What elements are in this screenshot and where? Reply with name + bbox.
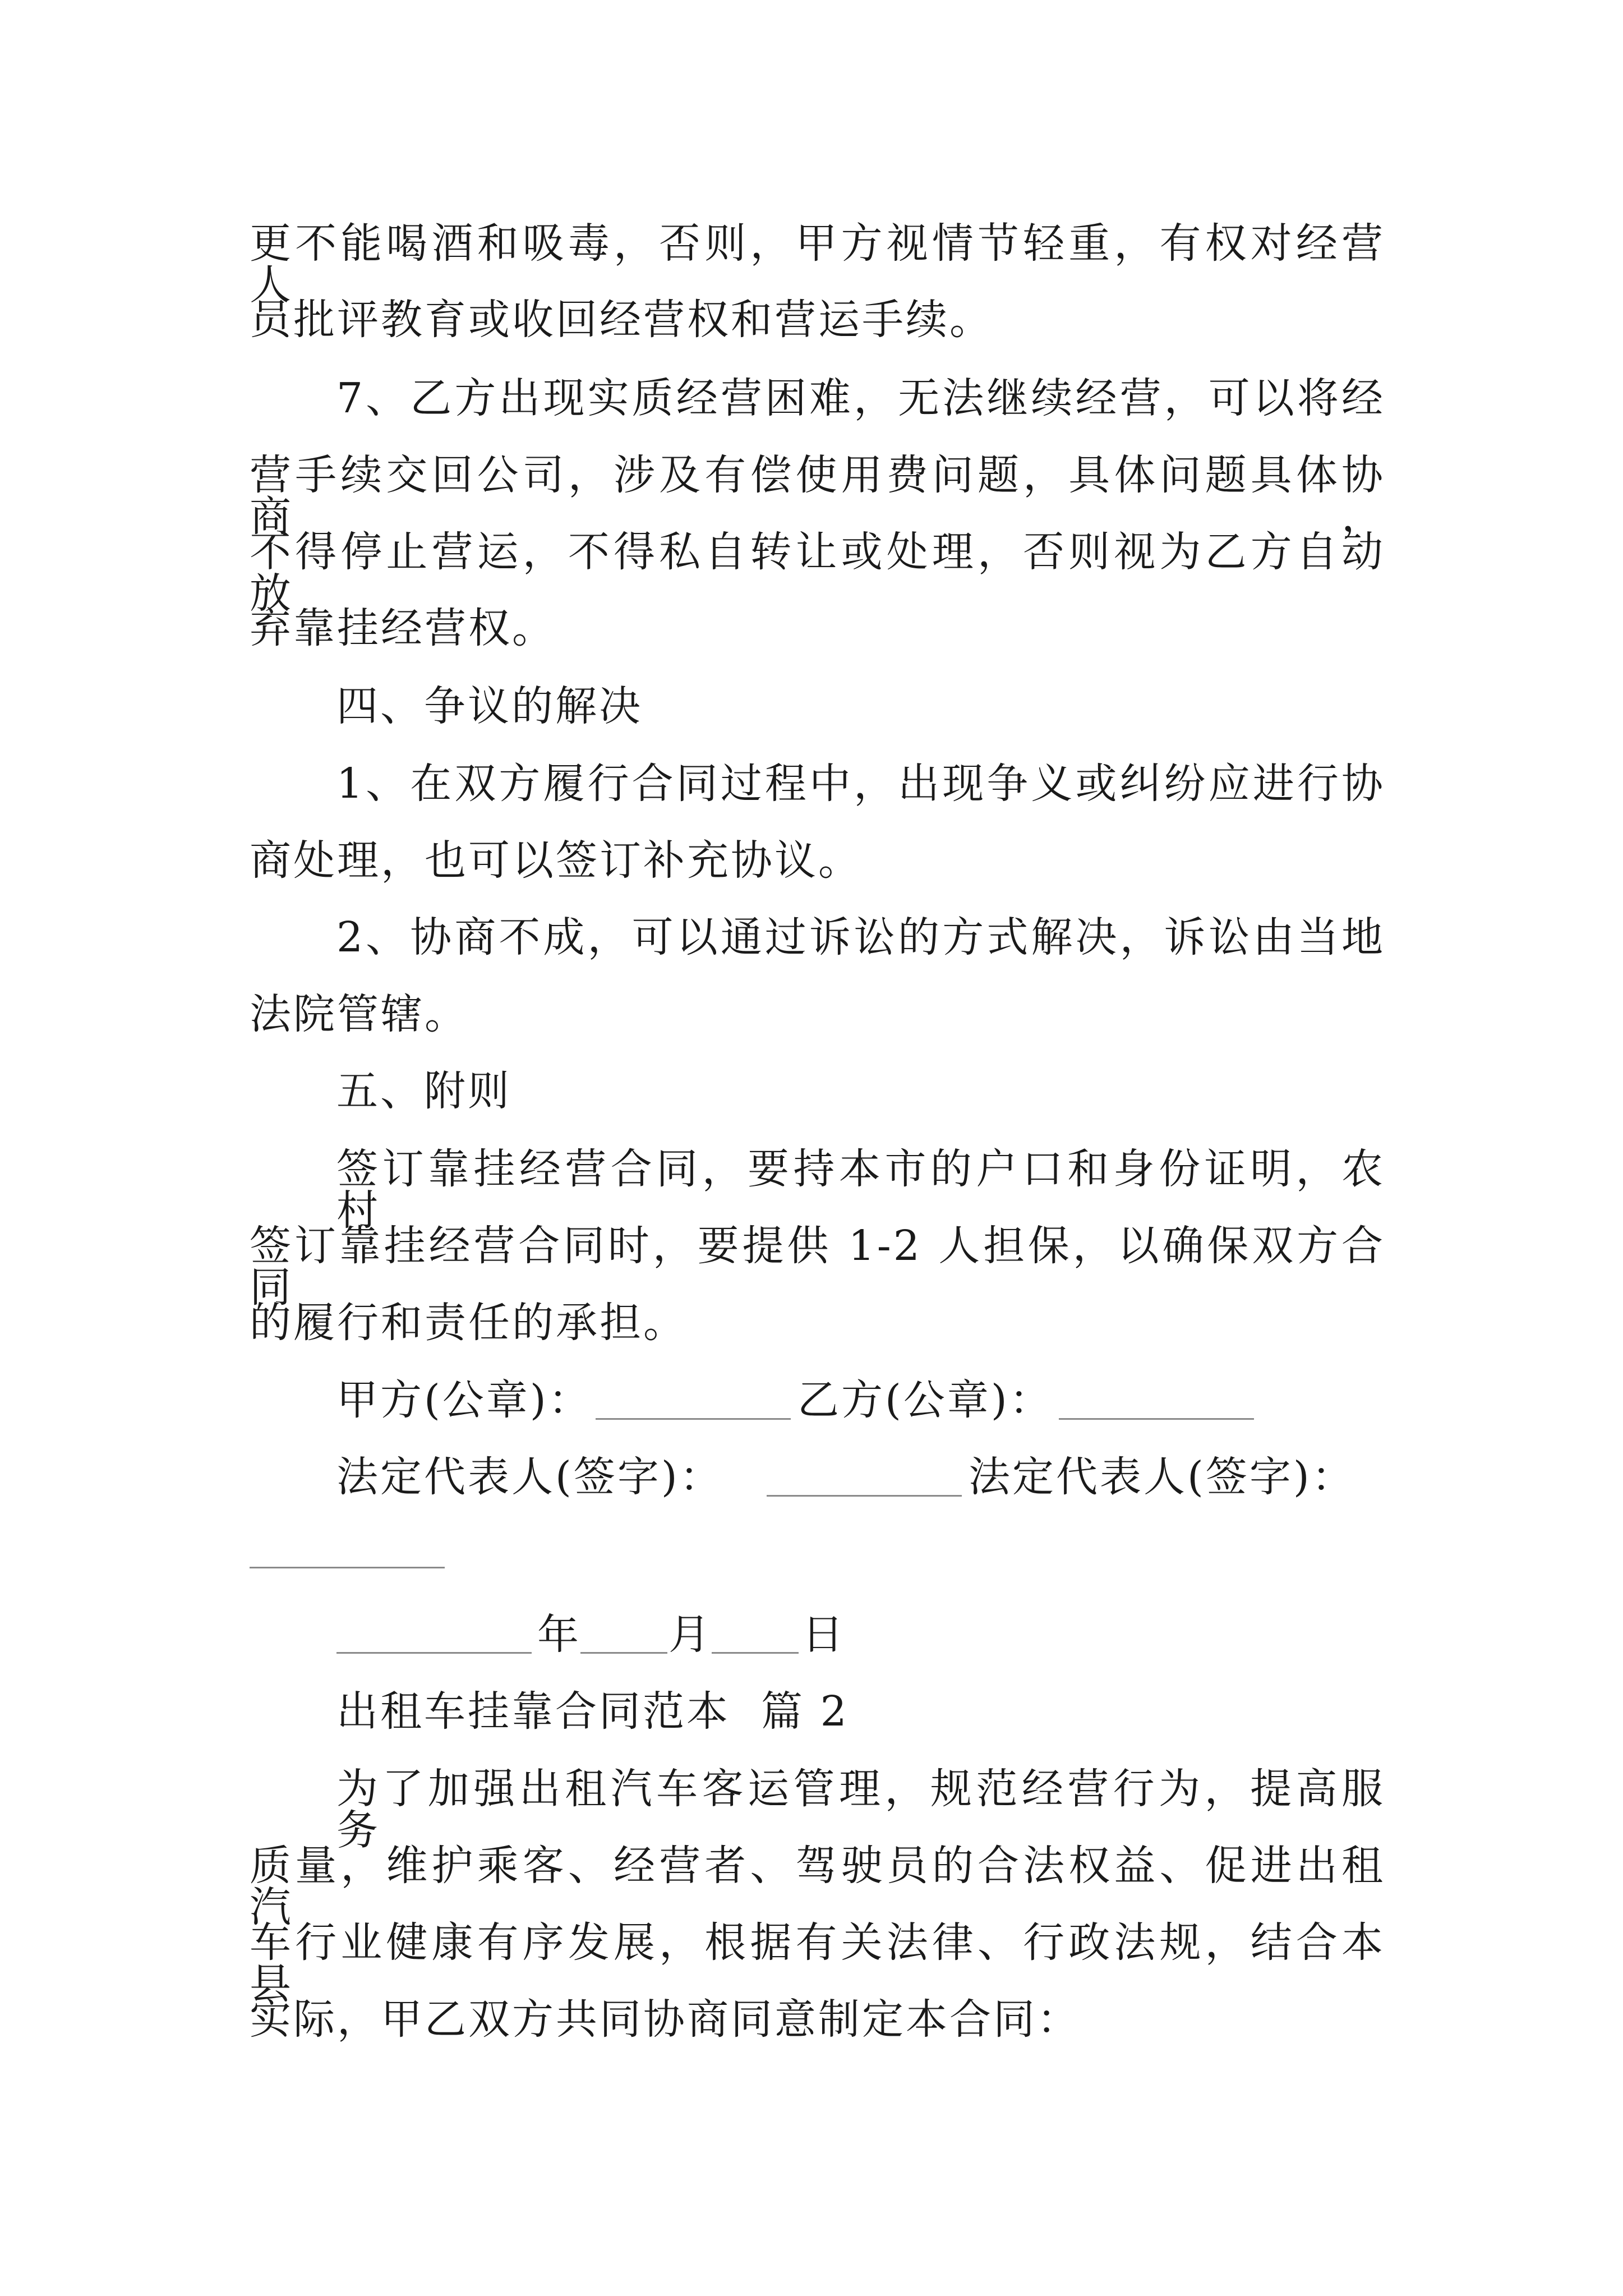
paragraph-line: 7、乙方出现实质经营困难，无法继续经营，可以将经 <box>336 374 1385 422</box>
party-b-representative-blank <box>250 1567 445 1568</box>
paragraph-line: 更不能喝酒和吸毒，否则，甲方视情节轻重，有权对经营人 <box>250 219 1385 309</box>
month-blank <box>580 1652 667 1654</box>
paragraph-line: 签订靠挂经营合同时，要提供 1-2 人担保，以确保双方合同 <box>250 1222 1385 1312</box>
paragraph-line: 弃靠挂经营权。 <box>250 604 556 652</box>
party-a-seal-blank <box>596 1418 791 1420</box>
section-heading: 四、争议的解决 <box>336 682 643 730</box>
paragraph-line: 的履行和责任的承担。 <box>250 1299 687 1347</box>
paragraph-line: 实际，甲乙双方共同协商同意制定本合同： <box>250 1995 1081 2044</box>
paragraph-line: 车行业健康有序发展，根据有关法律、行政法规，结合本县 <box>250 1918 1385 2008</box>
section-title: 出租车挂靠合同范本 篇 2 <box>336 1687 849 1736</box>
paragraph-line: 1、在双方履行合同过程中，出现争义或纠纷应进行协 <box>336 760 1385 808</box>
day-blank <box>712 1652 799 1654</box>
party-b-representative-label: 法定代表人(签字)： <box>969 1453 1355 1501</box>
party-a-representative-blank <box>767 1495 962 1497</box>
party-a-seal-label: 甲方(公章)： <box>336 1376 592 1424</box>
party-b-seal-blank <box>1059 1418 1254 1420</box>
party-b-seal-label: 乙方(公章)： <box>797 1376 1053 1424</box>
paragraph-line: 不得停止营运，不得私自转让或处理，否则视为乙方自动放 <box>250 528 1385 618</box>
paragraph-line: 员批评教育或收回经营权和营运手续。 <box>250 296 993 344</box>
paragraph-line: 商处理，也可以签订补充协议。 <box>250 836 862 885</box>
party-a-representative-label: 法定代表人(签字)： <box>336 1453 723 1501</box>
paragraph-line: 营手续交回公司，涉及有偿使用费问题，具体问题具体协商， <box>250 451 1385 541</box>
paragraph-line: 为了加强出租汽车客运管理，规范经营行为，提高服务 <box>336 1765 1385 1855</box>
year-blank <box>336 1652 532 1654</box>
paragraph-line: 质量，维护乘客、经营者、驾驶员的合法权益、促进出租汽 <box>250 1842 1385 1931</box>
day-label: 日 <box>802 1611 846 1659</box>
year-label: 年 <box>537 1611 581 1659</box>
paragraph-line: 签订靠挂经营合同，要持本市的户口和身份证明，农村 <box>336 1145 1385 1235</box>
section-heading: 五、附则 <box>336 1067 511 1115</box>
month-label: 月 <box>668 1611 712 1659</box>
paragraph-line: 2、协商不成，可以通过诉讼的方式解决，诉讼由当地 <box>336 913 1385 961</box>
paragraph-line: 法院管辖。 <box>250 990 468 1038</box>
